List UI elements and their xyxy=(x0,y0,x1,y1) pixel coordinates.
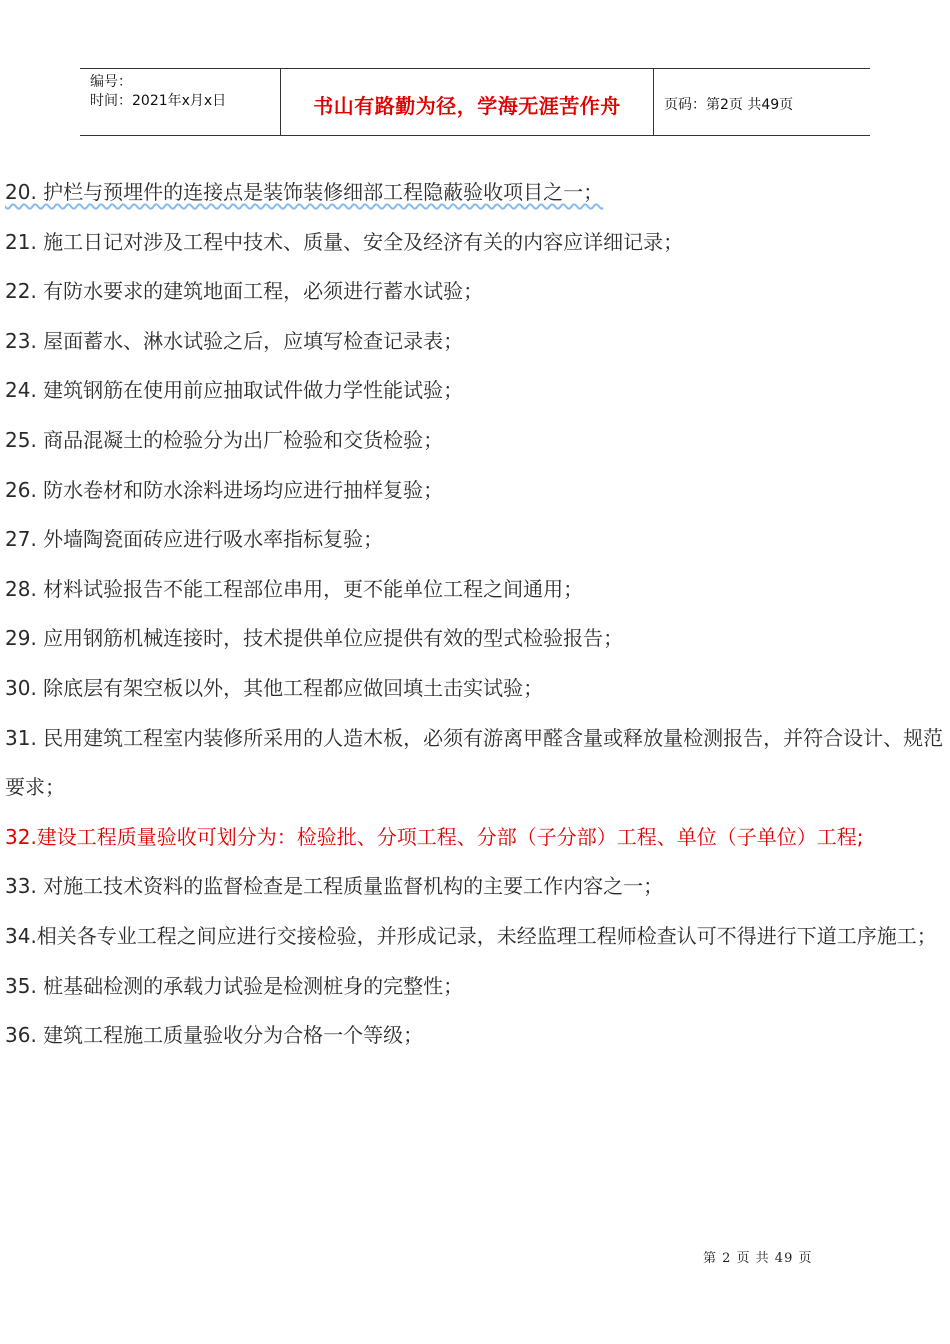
page-info: 页码：第2页 共49页 xyxy=(664,97,794,113)
time-label: 时间：2021年x月x日 xyxy=(90,93,227,109)
highlighted-list-item: 32.建设工程质量验收可划分为：检验批、分项工程、分部（子分部）工程、单位（子单位）工程; xyxy=(5,824,864,849)
list-item: 24. 建筑钢筋在使用前应抽取试件做力学性能试验； xyxy=(5,378,464,403)
header-motto-cell xyxy=(281,69,654,135)
list-item: 29. 应用钢筋机械连接时，技术提供单位应提供有效的型式检验报告； xyxy=(5,626,624,651)
list-item: 22. 有防水要求的建筑地面工程，必须进行蓄水试验； xyxy=(5,279,484,304)
list-item: 30. 除底层有架空板以外，其他工程都应做回填土击实试验； xyxy=(5,675,544,700)
motto-text: 书山有路勤为径，学海无涯苦作舟 xyxy=(313,93,621,118)
list-item: 36. 建筑工程施工质量验收分为合格一个等级； xyxy=(5,1023,424,1048)
document-header xyxy=(80,68,870,136)
item-20-text: 20. 护栏与预埋件的连接点是装饰装修细部工程隐蔽验收项目之一； xyxy=(5,180,604,204)
list-item: 31. 民用建筑工程室内装修所采用的人造木板，必须有游离甲醛含量或释放量检测报告，并符合设计、规范要求； xyxy=(5,725,944,800)
list-item: 23. 屋面蓄水、淋水试验之后，应填写检查记录表； xyxy=(5,328,464,353)
list-item: 25. 商品混凝土的检验分为出厂检验和交货检验； xyxy=(5,427,444,452)
list-item: 35. 桩基础检测的承载力试验是检测桩身的完整性； xyxy=(5,973,464,998)
page-footer: 第 2 页 共 49 页 xyxy=(703,1251,813,1266)
list-item: 33. 对施工技术资料的监督检查是工程质量监督机构的主要工作内容之一； xyxy=(5,874,664,899)
list-item: 34.相关各专业工程之间应进行交接检验，并形成记录，未经监理工程师检查认可不得进行下道工序施工； xyxy=(5,923,937,948)
header-meta xyxy=(80,69,281,135)
number-label: 编号： xyxy=(90,74,132,90)
list-item: 26. 防水卷材和防水涂料进场均应进行抽样复验； xyxy=(5,477,444,502)
statement-list xyxy=(5,168,945,1061)
list-item: 28. 材料试验报告不能工程部位串用，更不能单位工程之间通用； xyxy=(5,576,584,601)
list-item xyxy=(5,168,945,218)
list-item: 27. 外墙陶瓷面砖应进行吸水率指标复验； xyxy=(5,527,384,552)
list-item: 21. 施工日记对涉及工程中技术、质量、安全及经济有关的内容应详细记录； xyxy=(5,229,684,254)
header-page-cell xyxy=(654,69,870,135)
